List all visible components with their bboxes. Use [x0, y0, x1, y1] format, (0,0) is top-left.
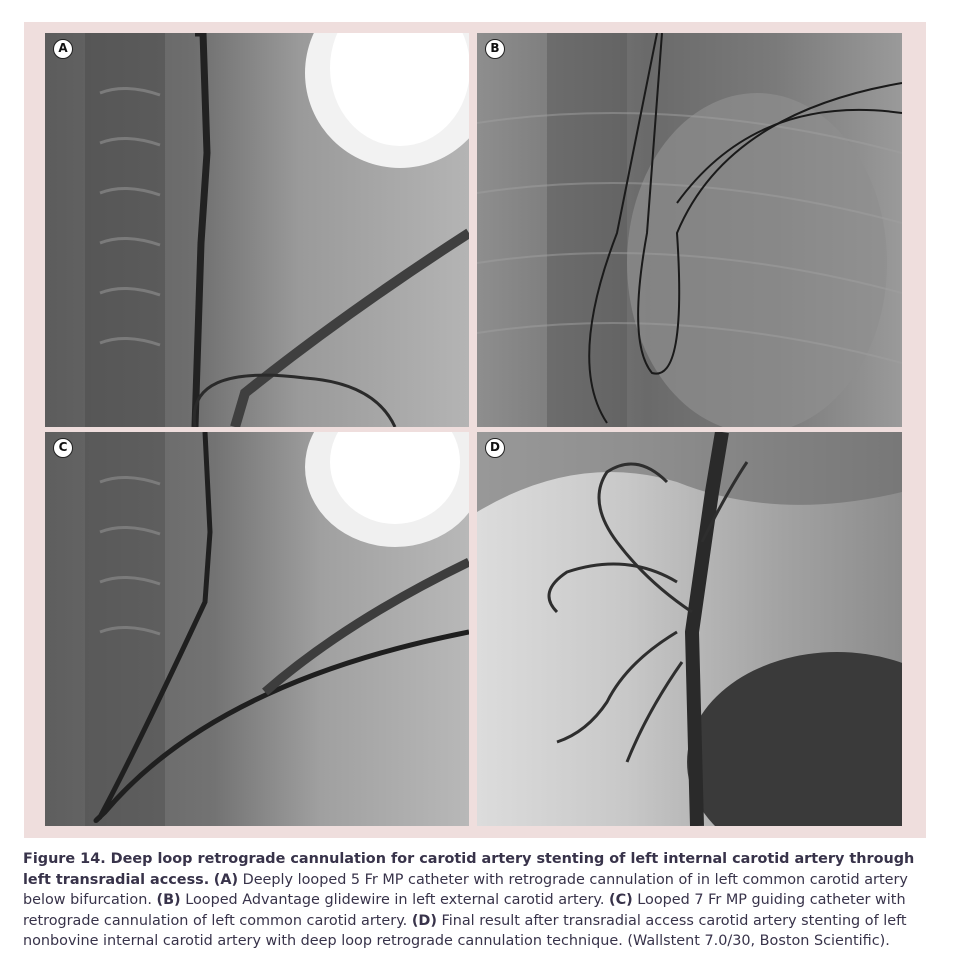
caption-label-a: (A)	[213, 871, 239, 888]
figure-caption	[23, 849, 928, 952]
panel-label-d: D	[485, 438, 505, 458]
panel-d	[477, 432, 902, 826]
angiogram-image-a	[45, 33, 469, 427]
caption-text-b: Looped Advantage glidewire in left external carotid artery.	[180, 892, 609, 908]
caption-text-d: Final result after transradial access carotid artery stenting of left nonbovine internal carotid artery with deep loop retrograde cannulation technique. (Wallstent 7.0/30, Boston Scientific).	[23, 912, 907, 949]
caption-label-d: (D)	[411, 912, 437, 929]
figure-frame	[24, 22, 926, 838]
caption-label-b: (B)	[156, 892, 181, 908]
caption-title: Figure 14. Deep loop retrograde cannulation for carotid artery stenting of left internal carotid artery through left transradial access.	[23, 851, 915, 888]
panel-a	[45, 33, 469, 427]
angiogram-image-b	[477, 33, 902, 427]
panel-b	[477, 33, 902, 427]
panel-label-b: B	[485, 39, 505, 59]
caption-text-c: Looped 7 Fr MP guiding catheter with retrograde cannulation of left common carotid artery.	[23, 892, 906, 929]
angiogram-image-d	[477, 432, 902, 826]
angiogram-image-c	[45, 432, 469, 826]
panel-label-c: C	[53, 438, 73, 458]
caption-label-c: (C)	[609, 892, 633, 908]
caption-text-a: Deeply looped 5 Fr MP catheter with retrograde cannulation of in left common carotid artery below bifurcation.	[23, 871, 908, 908]
panel-c	[45, 432, 469, 826]
panel-label-a: A	[53, 39, 73, 59]
